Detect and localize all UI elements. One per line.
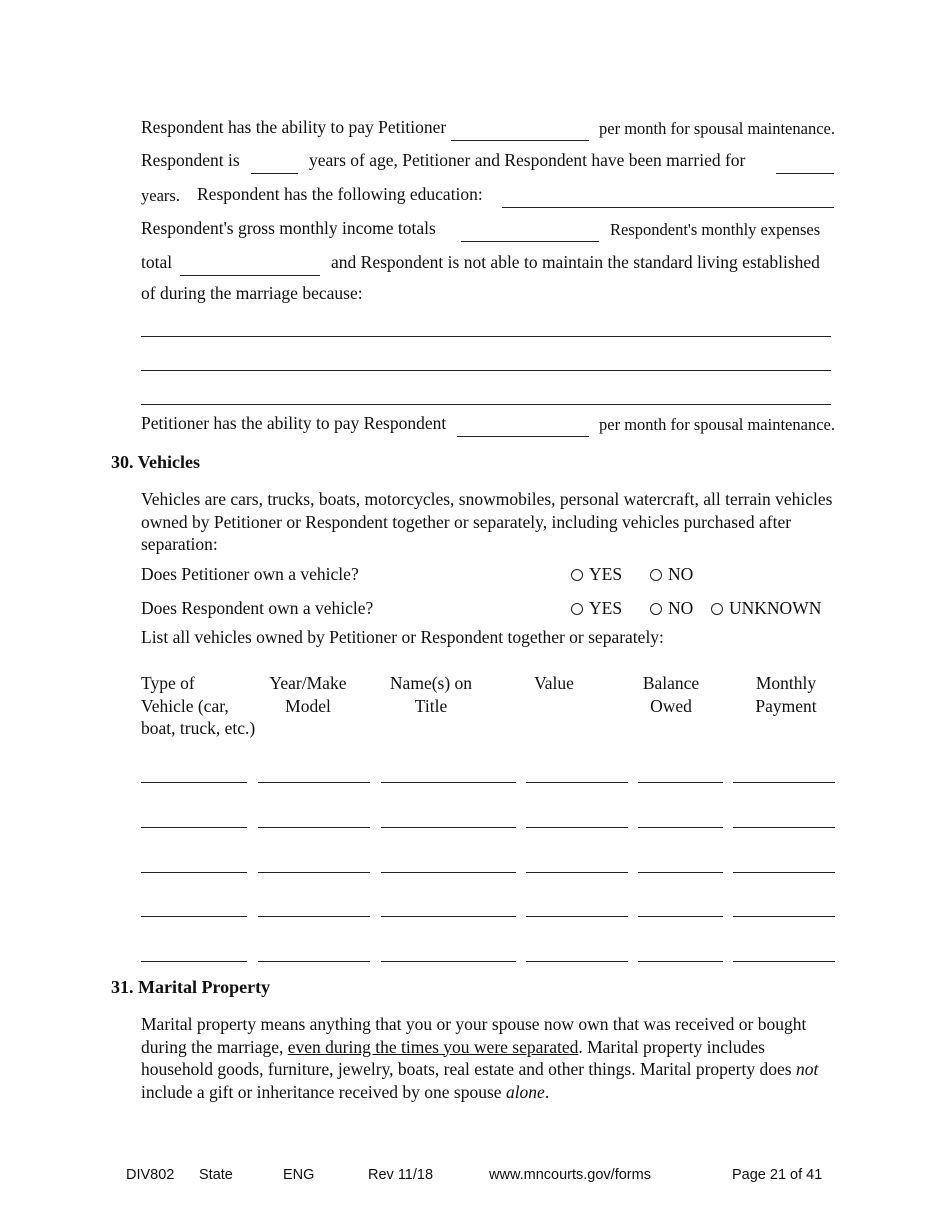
years-label: years. [141,186,180,205]
radio-circle-icon [571,569,583,581]
vehicle-title-names-field[interactable] [381,916,516,917]
column-header-value: Value [534,673,574,693]
column-header-balance-owed: Balance Owed [642,673,700,716]
petitioner-vehicle-yes[interactable]: YES [571,564,622,585]
years-married-field[interactable] [776,173,834,174]
footer-language: ENG [283,1167,315,1183]
footer-form-code: DIV802 [126,1167,175,1183]
vehicle-payment-field[interactable] [733,782,835,783]
vehicle-type-field[interactable] [141,827,247,828]
footer-url: www.mncourts.gov/forms [489,1167,651,1183]
respondent-vehicle-unknown[interactable]: UNKNOWN [711,598,821,619]
education-field[interactable] [502,207,834,208]
vehicle-value-field[interactable] [526,782,628,783]
vehicle-title-names-field[interactable] [381,782,516,783]
radio-circle-icon [650,569,662,581]
years-of-age-label: years of age, Petitioner and Respondent have been married for [309,150,746,170]
vehicle-balance-field[interactable] [638,872,723,873]
column-header-monthly-payment: Monthly Payment [755,673,817,716]
reason-line-2[interactable] [141,370,831,371]
not-able-label: and Respondent is not able to maintain the standard living established [331,252,820,272]
total-label: total [141,252,173,272]
footer-state: State [199,1167,233,1183]
vehicles-list-instruction: List all vehicles owned by Petitioner or Respondent together or separately: [141,627,664,647]
vehicle-balance-field[interactable] [638,827,723,828]
vehicle-type-field[interactable] [141,782,247,783]
marital-property-description: Marital property means anything that you or your spouse now own that was received or bought during the marriage, even during the times you were separated. Marital property includes household goods, furniture, jewelry, boats, real estate and other things. Marital property does not include a gift or inheritance received by one spouse alone. [141,1014,819,1102]
during-marriage-label: of during the marriage because: [141,283,363,303]
respondent-vehicle-question: Does Respondent own a vehicle? [141,598,374,618]
petitioner-vehicle-question: Does Petitioner own a vehicle? [141,564,359,584]
vehicle-payment-field[interactable] [733,872,835,873]
vehicles-heading: 30. Vehicles [111,452,201,472]
vehicles-description: Vehicles are cars, trucks, boats, motorcycles, snowmobiles, personal watercraft, all terrain vehicles owned by Petitioner or Respondent together or separately, including vehicles purchased after separation: [141,489,833,554]
gross-income-field[interactable] [461,241,599,242]
monthly-expenses-label: Respondent's monthly expenses [610,220,821,239]
per-month-label-2: per month for spousal maintenance. [599,415,835,434]
footer-page-number: Page 21 of 41 [732,1167,823,1183]
radio-circle-icon [650,603,662,615]
footer-revision: Rev 11/18 [368,1167,434,1183]
radio-circle-icon [711,603,723,615]
vehicle-type-field[interactable] [141,916,247,917]
respondent-ability-label: Respondent has the ability to pay Petitioner [141,117,447,137]
vehicle-value-field[interactable] [526,872,628,873]
vehicle-payment-field[interactable] [733,827,835,828]
vehicle-payment-field[interactable] [733,961,835,962]
radio-circle-icon [571,603,583,615]
petitioner-ability-label: Petitioner has the ability to pay Respondent [141,413,447,433]
petitioner-vehicle-no[interactable]: NO [650,564,693,585]
vehicle-value-field[interactable] [526,916,628,917]
vehicle-title-names-field[interactable] [381,872,516,873]
vehicle-year-make-field[interactable] [258,872,370,873]
reason-line-3[interactable] [141,404,831,405]
petitioner-pay-amount-field[interactable] [457,436,589,437]
vehicle-year-make-field[interactable] [258,961,370,962]
respondent-vehicle-yes[interactable]: YES [571,598,622,619]
vehicle-balance-field[interactable] [638,916,723,917]
respondent-pay-amount-field[interactable] [451,140,589,141]
vehicle-year-make-field[interactable] [258,827,370,828]
column-header-title-names: Name(s) on Title [389,673,473,716]
respondent-vehicle-no[interactable]: NO [650,598,693,619]
vehicle-balance-field[interactable] [638,782,723,783]
vehicle-title-names-field[interactable] [381,961,516,962]
gross-income-label: Respondent's gross monthly income totals [141,218,436,238]
vehicle-title-names-field[interactable] [381,827,516,828]
education-label: Respondent has the following education: [197,184,483,204]
column-header-year-make: Year/Make Model [269,673,347,716]
vehicle-payment-field[interactable] [733,916,835,917]
marital-property-heading: 31. Marital Property [111,977,271,997]
vehicle-balance-field[interactable] [638,961,723,962]
respondent-age-field[interactable] [251,173,298,174]
reason-line-1[interactable] [141,336,831,337]
vehicle-year-make-field[interactable] [258,782,370,783]
vehicle-value-field[interactable] [526,961,628,962]
respondent-is-label: Respondent is [141,150,240,170]
vehicle-year-make-field[interactable] [258,916,370,917]
per-month-label: per month for spousal maintenance. [599,119,835,138]
vehicle-type-field[interactable] [141,872,247,873]
monthly-expenses-field[interactable] [180,275,320,276]
vehicle-type-field[interactable] [141,961,247,962]
column-header-type: Type of Vehicle (car, boat, truck, etc.) [141,673,256,738]
vehicle-value-field[interactable] [526,827,628,828]
